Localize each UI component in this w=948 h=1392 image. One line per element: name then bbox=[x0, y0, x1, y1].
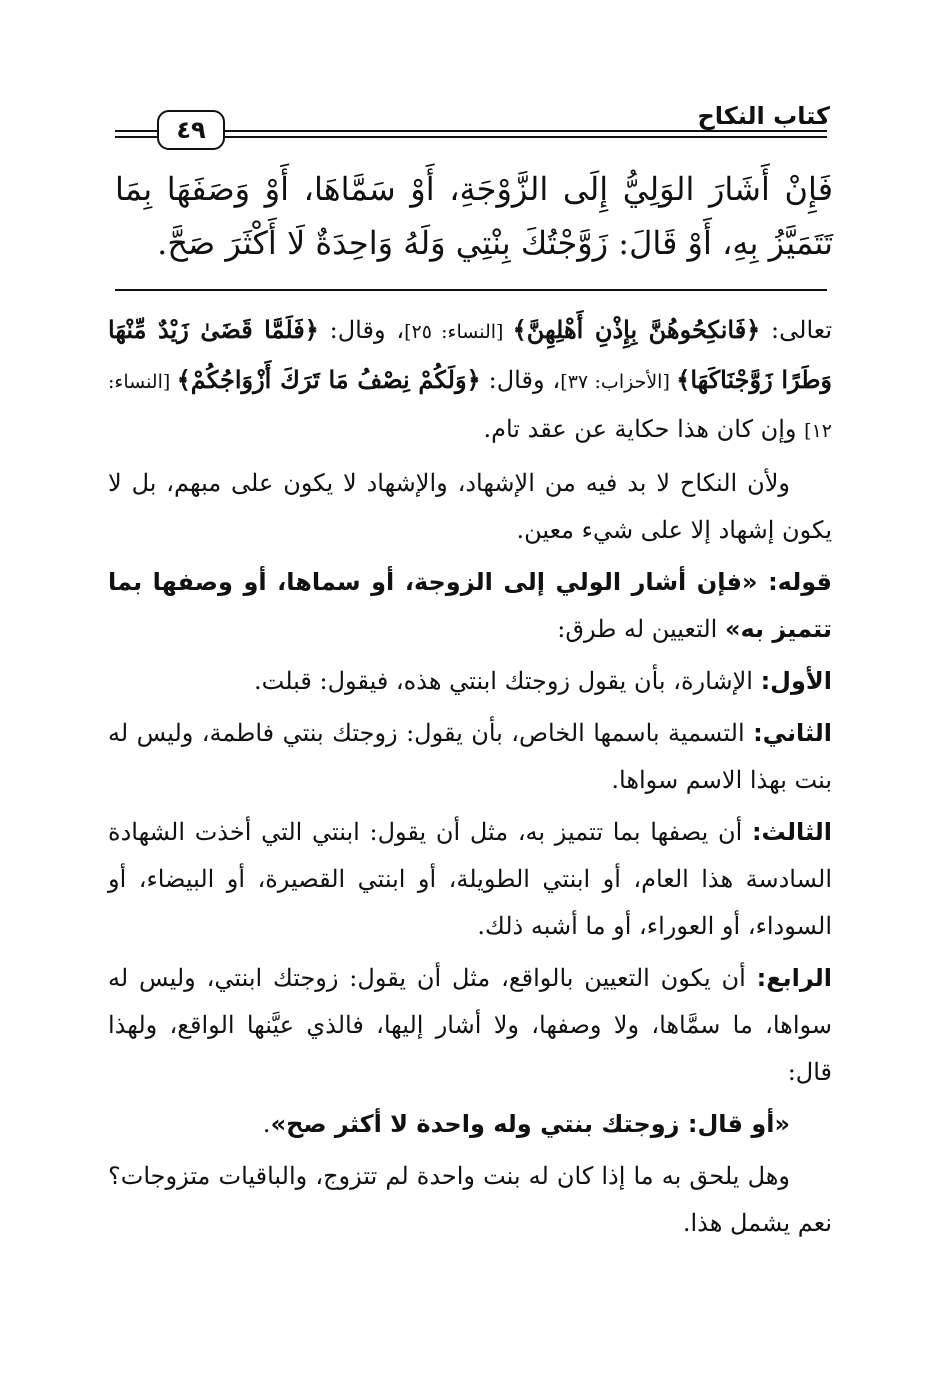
paragraph-text: تعالى: bbox=[760, 316, 833, 344]
paragraph-third-way bbox=[108, 809, 832, 950]
paragraph-text: أن يصفها بما تتميز به، مثل أن يقول: ابنتي التي أخذت الشهادة السادسة هذا العام، أو ابنتي الطويلة، أو ابنتي القصيرة، أو البيضاء، أو السوداء، أو العوراء، أو ما أشبه ذلك. bbox=[108, 818, 832, 940]
paragraph-witnessing: ولأن النكاح لا بد فيه من الإشهاد، والإشهاد لا يكون على مبهم، بل لا يكون إشهاد إلا على شيء معين. bbox=[108, 469, 832, 544]
matn-text: فَإِنْ أَشَارَ الوَلِيُّ إِلَى الزَّوْجَةِ، أَوْ سَمَّاهَا، أَوْ وَصَفَهَا بِمَا تَتَمَيَّزُ بِهِ، أَوْ قَالَ: زَوَّجْتُكَ بِنْتِي وَلَهُ وَاحِدَةٌ لَا أَكْثَرَ صَحَّ. bbox=[115, 170, 833, 262]
paragraph-text: أن يكون التعيين بالواقع، مثل أن يقول: زوجتك ابنتي، وليس له سواها، ما سمَّاها، ولا وصفها، ولا أشار إليها، فالذي عيَّنها الواقع، ولهذا قال: bbox=[108, 964, 832, 1086]
quote-label: «أو قال: زوجتك بنتي وله واحدة لا أكثر صح» bbox=[270, 1110, 790, 1138]
paragraph-question: وهل يلحق به ما إذا كان له بنت واحدة لم تتزوج، والباقيات متزوجات؟ نعم يشمل هذا. bbox=[108, 1162, 832, 1237]
header-rule-bottom bbox=[115, 136, 157, 138]
verse-reference: [النساء: ٢٥] bbox=[404, 321, 513, 343]
paragraph-text: التسمية باسمها الخاص، بأن يقول: زوجتك بنتي فاطمة، وليس له بنت بهذا الاسم سواها. bbox=[108, 719, 832, 794]
statement-label: قوله: «فإن أشار الولي إلى الزوجة، أو سماها، أو وصفها بما تتميز به» bbox=[108, 568, 832, 643]
paragraph-text: ، وقال: bbox=[318, 316, 405, 344]
header-rule-top bbox=[115, 130, 157, 132]
quran-verse: ﴿فَانكِحُوهُنَّ بِإِذْنِ أَهْلِهِنَّ﴾ bbox=[512, 315, 761, 344]
commentary bbox=[108, 306, 832, 1252]
header-rule-bottom-right bbox=[221, 136, 827, 138]
paragraph-text: الإشارة، بأن يقول زوجتك ابنتي هذه، فيقول: قبلت. bbox=[254, 667, 761, 695]
paragraph-text: وإن كان هذا حكاية عن عقد تام. bbox=[483, 415, 805, 443]
verse-reference: [النساء: ١٢] bbox=[108, 371, 832, 442]
paragraph-quote bbox=[108, 1101, 832, 1148]
verse-reference: [الأحزاب: ٣٧] bbox=[560, 371, 677, 393]
header-rule-top-right bbox=[221, 130, 827, 132]
paragraph-fourth-way bbox=[108, 955, 832, 1096]
paragraph-text: التعيين له طرق: bbox=[557, 615, 725, 643]
matn-divider bbox=[115, 289, 827, 291]
page-header bbox=[115, 100, 830, 155]
page-number: ٤٩ bbox=[157, 110, 225, 150]
book-title: كتاب النكاح bbox=[691, 102, 830, 130]
point-label: الثاني: bbox=[753, 719, 832, 747]
paragraph-text: ، وقال: bbox=[480, 366, 561, 394]
point-label: الثالث: bbox=[751, 818, 832, 846]
paragraph-first-way bbox=[108, 658, 832, 705]
paragraph-text: . bbox=[262, 1110, 271, 1138]
point-label: الأول: bbox=[760, 667, 832, 695]
point-label: الرابع: bbox=[756, 964, 832, 992]
paragraph-quran-evidence bbox=[108, 306, 832, 455]
paragraph-statement bbox=[108, 559, 832, 653]
quran-verse: ﴿فَلَمَّا قَضَىٰ زَيْدٌ مِّنْهَا وَطَرًا زَوَّجْنَاكَهَا﴾ bbox=[108, 315, 833, 394]
paragraph-second-way bbox=[108, 710, 832, 804]
quran-verse: ﴿وَلَكُمْ نِصْفُ مَا تَرَكَ أَزْوَاجُكُمْ﴾ bbox=[176, 365, 481, 394]
